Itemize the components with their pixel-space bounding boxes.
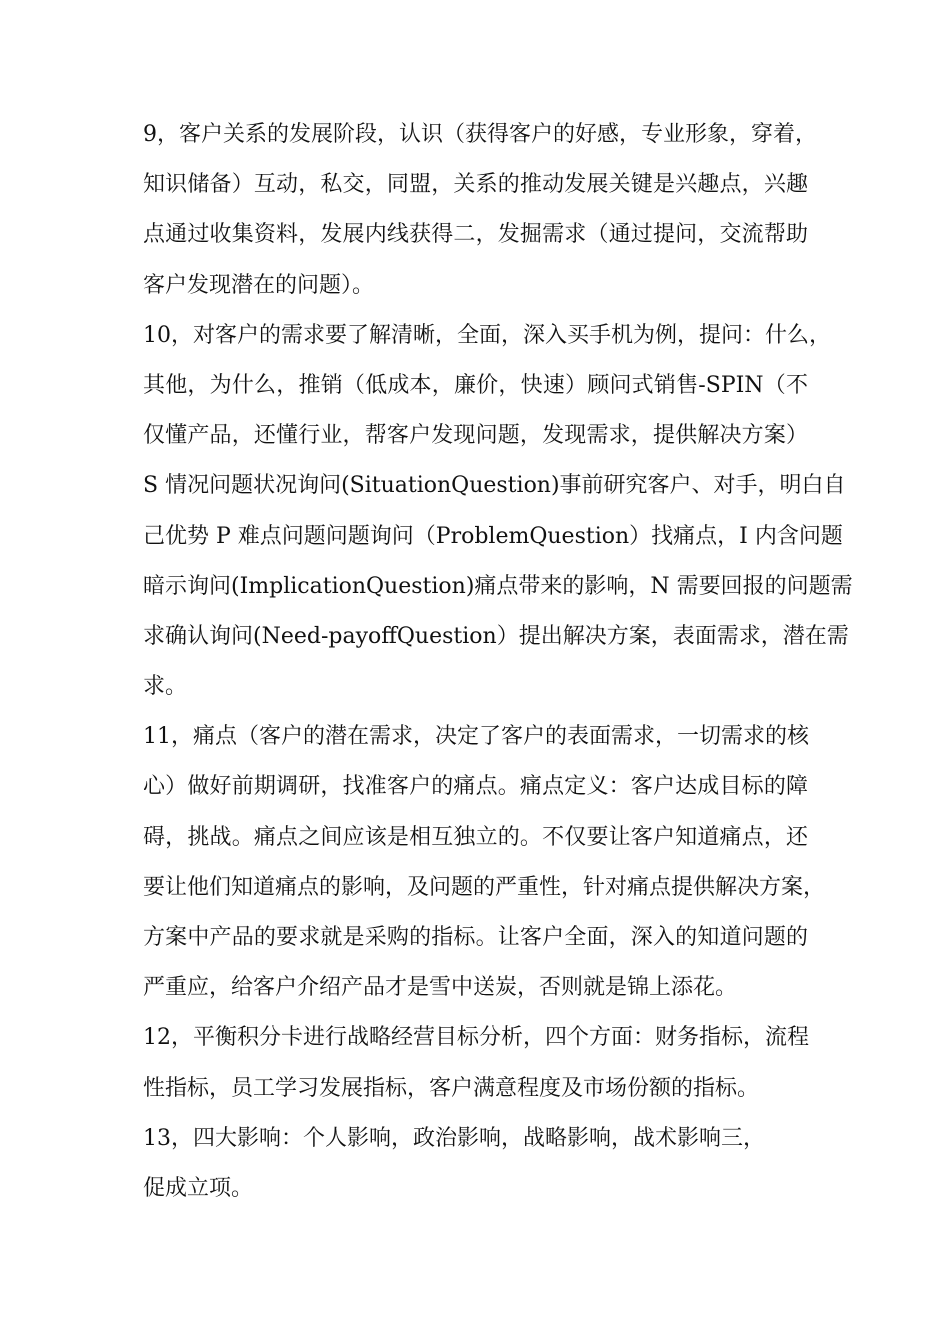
text-line: 碍，挑战。痛点之间应该是相互独立的。不仅要让客户知道痛点，还 bbox=[143, 824, 808, 850]
text-line: 仅懂产品，还懂行业，帮客户发现问题，发现需求，提供解决方案） bbox=[143, 423, 808, 449]
paragraph-9 bbox=[143, 110, 817, 311]
text-line: 10，对客户的需求要了解清晰，全面，深入买手机为例，提问：什么， bbox=[143, 322, 831, 348]
text-line: 求确认询问(Need-payoffQuestion）提出解决方案，表面需求，潜在需 bbox=[143, 623, 849, 649]
text-line: 求。 bbox=[143, 674, 188, 700]
text-line: S 情况问题状况询问(SituationQuestion)事前研究客户、对手，明白自 bbox=[143, 473, 846, 499]
text-line: 点通过收集资料，发展内线获得二，发掘需求（通过提问，交流帮助 bbox=[143, 222, 808, 248]
text-line: 其他，为什么，推销（低成本，廉价，快速）顾问式销售-SPIN（不 bbox=[143, 372, 808, 398]
paragraph-13 bbox=[143, 1114, 808, 1214]
text-line: 知识储备）互动，私交，同盟，关系的推动发展关键是兴趣点，兴趣 bbox=[143, 172, 808, 198]
text-line: 12，平衡积分卡进行战略经营目标分析，四个方面：财务指标，流程 bbox=[143, 1025, 809, 1051]
document-body bbox=[143, 110, 853, 1214]
text-line: 要让他们知道痛点的影响，及问题的严重性，针对痛点提供解决方案， bbox=[143, 874, 826, 900]
text-line: 性指标，员工学习发展指标，客户满意程度及市场份额的指标。 bbox=[143, 1075, 760, 1101]
paragraph-12 bbox=[143, 1013, 808, 1113]
paragraph-11 bbox=[143, 712, 826, 1013]
text-line: 客户发现潜在的问题）。 bbox=[143, 272, 375, 298]
text-line: 11，痛点（客户的潜在需求，决定了客户的表面需求，一切需求的核 bbox=[143, 724, 809, 750]
text-line: 心）做好前期调研，找准客户的痛点。痛点定义：客户达成目标的障 bbox=[143, 774, 808, 800]
text-line: 方案中产品的要求就是采购的指标。让客户全面，深入的知道问题的 bbox=[143, 925, 808, 950]
text-line: 暗示询问(ImplicationQuestion)痛点带来的影响，N 需要回报的问题需 bbox=[143, 573, 853, 599]
text-line: 己优势 P 难点问题问题询问（ProblemQuestion）找痛点，I 内含问题 bbox=[143, 523, 843, 549]
paragraph-10 bbox=[143, 311, 853, 713]
text-line: 9，客户关系的发展阶段，认识（获得客户的好感，专业形象，穿着， bbox=[143, 122, 817, 147]
text-line: 13，四大影响：个人影响，政治影响，战略影响，战术影响三， bbox=[143, 1125, 765, 1151]
text-line: 促成立项。 bbox=[143, 1175, 254, 1201]
text-line: 严重应，给客户介绍产品才是雪中送炭，否则就是锦上添花。 bbox=[143, 975, 738, 1001]
